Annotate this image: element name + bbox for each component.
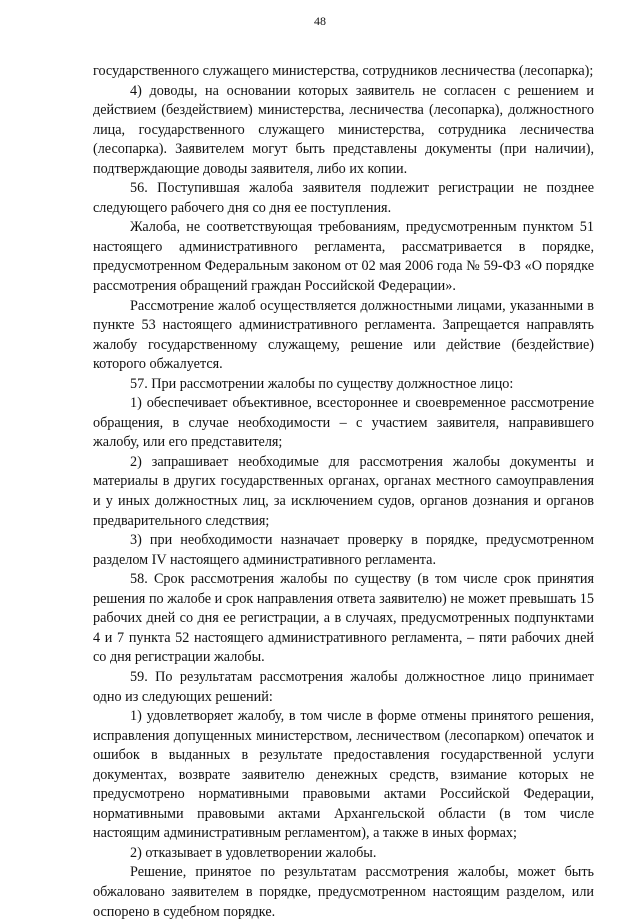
paragraph-57-item-3: 3) при необходимости назначает проверку в порядке, предусмотренном разделом IV настоящего административного регламента. bbox=[93, 532, 594, 568]
paragraph-item-4-arguments: 4) доводы, на основании которых заявитель не согласен с решением и действием (бездействием) министерства, лесничества (лесопарка), должностного лица, государственного служащего министерства, сотрудника лесничества (лесопарка). Заявителем могут быть представлены документы (при наличии), подтверждающие доводы заявителя, либо их копии. bbox=[93, 82, 594, 177]
paragraph-continuation: государственного служащего министерства, сотрудников лесничества (лесопарка); bbox=[93, 63, 594, 79]
paragraph-58-review-period: 58. Срок рассмотрения жалобы по существу (в том числе срок принятия решения по жалобе и срок направления ответа заявителю) не может превышать 15 рабочих дней со дня ее регистрации, а в случаях, предусмотренных подпунктами 4 и 7 пункта 52 настоящего административного регламента, – пяти рабочих дней со дня регистрации жалобы. bbox=[93, 571, 594, 666]
paragraph-59-intro: 59. По результатам рассмотрения жалобы должностное лицо принимает одно из следующих решений: bbox=[93, 668, 594, 705]
paragraph-57-intro: 57. При рассмотрении жалобы по существу должностное лицо: bbox=[130, 375, 514, 392]
paragraph-noncompliant-complaint: Жалоба, не соответствующая требованиям, предусмотренным пунктом 51 настоящего административного регламента, рассматривается в порядке, предусмотренном Федеральным законом от 02 мая 2006 года № 59-ФЗ «О порядке рассмотрения обращений граждан Российской Федерации». bbox=[93, 219, 594, 295]
paragraph-59-item-2: 2) отказывает в удовлетворении жалобы. bbox=[130, 844, 377, 861]
paragraph-59-item-1: 1) удовлетворяет жалобу, в том числе в форме отмены принятого решения, исправления допущенных министерством, лесничеством (лесопарком) опечаток и ошибок в выданных в результате предоставления государственной услуги документах, возврате заявителю денежных средств, взимание которых не предусмотрено нормативными правовыми актами Российской Федерации, нормативными правовыми актами Архангельской области (в том числе настоящим административным регламентом), а также в иных формах; bbox=[93, 708, 594, 842]
page-number: 48 bbox=[314, 14, 326, 28]
paragraph-57-item-1: 1) обеспечивает объективное, всестороннее и своевременное рассмотрение обращения, в случае необходимости – с участием заявителя, направившего жалобу, или его представителя; bbox=[93, 395, 594, 451]
paragraph-56-registration: 56. Поступившая жалоба заявителя подлежит регистрации не позднее следующего рабочего дня со дня ее поступления. bbox=[93, 180, 594, 216]
paragraph-complaint-review-officials: Рассмотрение жалоб осуществляется должностными лицами, указанными в пункте 53 настоящего административного регламента. Запрещается направлять жалобу государственному служащему, решение или действие (бездействие) которого обжалуется. bbox=[93, 297, 594, 373]
paragraph-appeal-decision: Решение, принятое по результатам рассмотрения жалобы, может быть обжаловано заявителем в порядке, предусмотренном настоящим разделом, или оспорено в судебном порядке. bbox=[93, 864, 594, 920]
document-body bbox=[93, 62, 594, 922]
paragraph-57-item-2: 2) запрашивает необходимые для рассмотрения жалобы документы и материалы в других государственных органах, органах местного самоуправления и у иных должностных лиц, за исключением судов, органов дознания и органов предварительного следствия; bbox=[93, 453, 594, 529]
